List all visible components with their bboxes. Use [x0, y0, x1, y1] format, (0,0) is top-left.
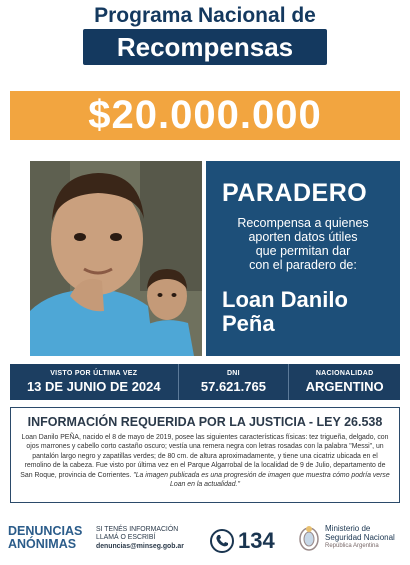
- phone-number: 134: [238, 528, 275, 553]
- denuncias-title-line: ANÓNIMAS: [8, 537, 77, 551]
- legal-description: Loan Danilo PEÑA, nacido el 8 de mayo de 2019, posee las siguientes características físicas: tez trigueña, delgado, con ojos marrones y cabello corto castaño oscuro; vestía una remera negra con letras rosadas con la palabra "Messi", un pantalón largo negro y zapatillas verdes; de 80 cm. de altura aproximadamente, y tiene una cicatriz ubicada en el remolino de la cabeza. Fue visto por última vez en el Parque Algarrobal de la localidad de 9 de Julio, departamento de San Roque, provincia de Corrientes.: [20, 434, 389, 479]
- phone-contact[interactable]: [210, 528, 275, 554]
- legal-title: INFORMACIÓN REQUERIDA POR LA JUSTICIA - LEY 26.538: [27, 415, 383, 429]
- denuncias-title-line: DENUNCIAS: [8, 524, 83, 538]
- stat-value: ARGENTINO: [305, 379, 384, 394]
- contact-email[interactable]: denuncias@minseg.gob.ar: [96, 542, 184, 550]
- child-name: [222, 288, 348, 336]
- contact-info-line: SI TENÉS INFORMACIÓN: [96, 526, 179, 533]
- info-panel: [206, 161, 400, 356]
- reward-description-line: que permitan dar: [255, 244, 351, 258]
- stat-value: 57.621.765: [200, 379, 266, 394]
- ministry-line: Seguridad Nacional: [325, 532, 395, 542]
- ministry-logo: [298, 525, 395, 551]
- stat-last-seen: [10, 364, 178, 400]
- stats-bar: [10, 364, 400, 400]
- program-title: Programa Nacional de: [94, 4, 316, 27]
- paradero-title: PARADERO: [222, 179, 368, 207]
- stat-value: 13 DE JUNIO DE 2024: [26, 379, 161, 394]
- legal-body: [19, 433, 391, 489]
- stat-nationality: [288, 364, 400, 400]
- phone-icon: [210, 529, 234, 553]
- recompensas-banner: Recompensas: [83, 29, 327, 65]
- stat-label: VISTO POR ÚLTIMA VEZ: [50, 370, 138, 377]
- reward-description-line: Recompensa a quienes: [237, 216, 369, 230]
- reward-description-line: aporten datos útiles: [248, 230, 358, 244]
- stat-label: NACIONALIDAD: [315, 370, 374, 377]
- footer: [0, 515, 410, 565]
- stat-label: DNI: [226, 370, 240, 377]
- ministry-line: Ministerio de: [325, 524, 371, 534]
- contact-info: [96, 526, 184, 551]
- reward-description: [206, 216, 400, 272]
- stat-dni: [178, 364, 289, 400]
- reward-amount-bar: [10, 91, 400, 140]
- child-name-line: Peña: [222, 311, 275, 336]
- legal-info-box: [10, 407, 400, 503]
- denuncias-title: [8, 525, 82, 551]
- child-name-line: Loan Danilo: [222, 287, 348, 312]
- ministry-text: [325, 525, 395, 551]
- child-photo-illustration: [30, 161, 202, 356]
- ministry-subtitle: República Argentina: [325, 543, 379, 550]
- child-photo: [30, 161, 202, 356]
- reward-description-line: con el paradero de:: [249, 258, 357, 272]
- contact-info-line: LLAMÁ O ESCRIBÍ: [96, 534, 156, 542]
- legal-note: "La imagen publicada es una progresión de imagen que muestra cómo podría verse Loan en la actualidad.": [133, 471, 390, 489]
- reward-amount: $20.000.000: [88, 93, 322, 137]
- coat-of-arms-icon: [298, 525, 320, 551]
